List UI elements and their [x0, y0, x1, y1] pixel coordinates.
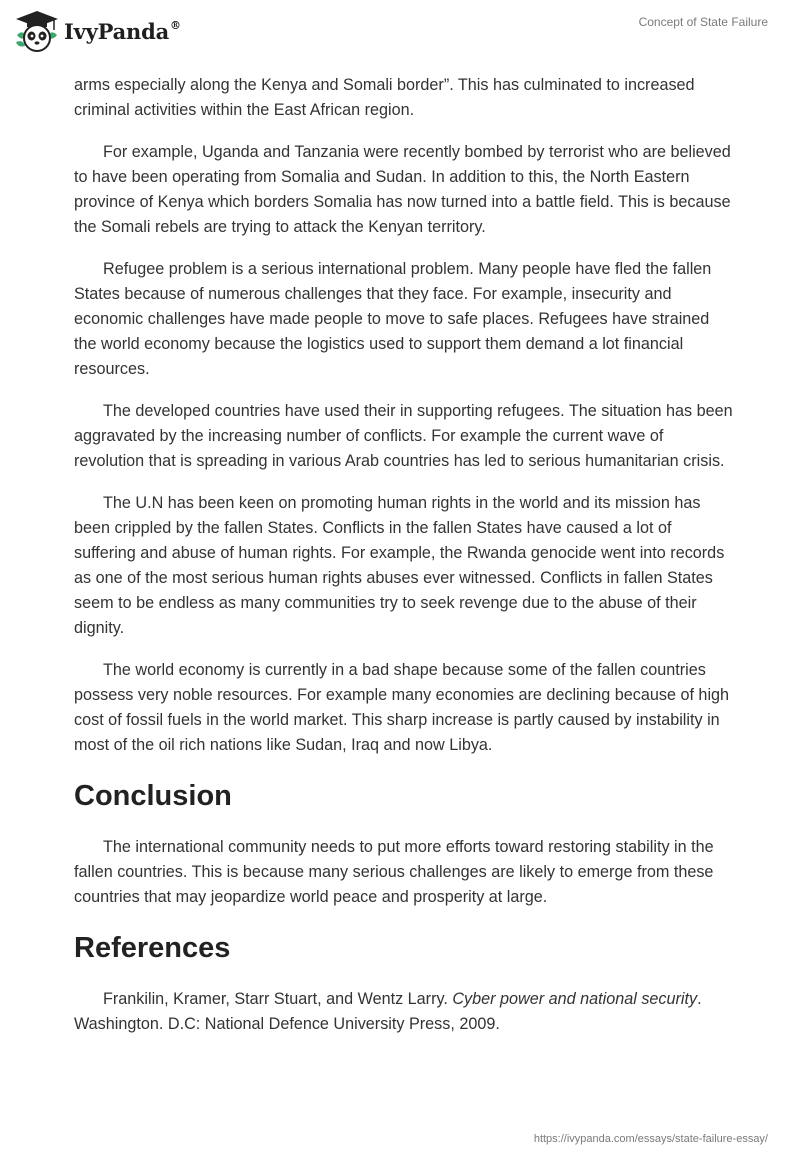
body-paragraph: arms especially along the Kenya and Somali border”. This has culminated to increased criminal activities within the East African region. [74, 76, 695, 119]
brand-name: IvyPanda® [64, 18, 181, 44]
references-heading: References [74, 932, 231, 964]
body-paragraph: Refugee problem is a serious international problem. Many people have fled the fallen States because of numerous challenges that they face. For example, insecurity and economic challenges have made people to move to safe places. Refugees have strained the world economy because the logistics used to support them demand a lot financial resources. [74, 260, 712, 378]
reference-entry [74, 987, 734, 1037]
conclusion-paragraph: The international community needs to put more efforts toward restoring stability in the fallen countries. This is because many serious challenges are likely to emerge from these countries that may jeopardize world peace and prosperity at large. [74, 838, 714, 906]
ivypanda-logo[interactable] [14, 9, 181, 53]
page-header [0, 0, 800, 70]
body-paragraph: The world economy is currently in a bad shape because some of the fallen countries possess very noble resources. For example many economies are declining because of high cost of fossil fuels in the world market. This sharp increase is partly caused by instability in most of the oil rich nations like Sudan, Iraq and now Libya. [74, 661, 730, 754]
panda-graduate-icon [14, 9, 60, 53]
body-paragraph: The U.N has been keen on promoting human rights in the world and its mission has been crippled by the fallen States. Conflicts in the fallen States have caused a lot of suffering and abuse of human rights. For example, the Rwanda genocide went into records as one of the most serious human rights abuses ever witnessed. Conflicts in fallen States seem to be endless as many communities try to seek revenge due to the abuse of their dignity. [74, 494, 725, 637]
reference-publisher: . Washington. D.C: National Defence University Press, 2009. [74, 990, 702, 1033]
conclusion-heading: Conclusion [74, 780, 232, 812]
reference-authors: Frankilin, Kramer, Starr Stuart, and Wentz Larry. [103, 990, 453, 1008]
body-paragraph: The developed countries have used their in supporting refugees. The situation has been aggravated by the increasing number of conflicts. For example the current wave of revolution that is spreading in various Arab countries has led to serious humanitarian crisis. [74, 402, 733, 470]
essay-content [74, 73, 734, 1054]
source-url[interactable]: https://ivypanda.com/essays/state-failure-essay/ [533, 1133, 768, 1145]
document-title: Concept of State Failure [638, 15, 768, 29]
reference-title: Cyber power and national security [452, 990, 698, 1008]
body-paragraph: For example, Uganda and Tanzania were recently bombed by terrorist who are believed to have been operating from Somalia and Sudan. In addition to this, the North Eastern province of Kenya which borders Somalia has now turned into a battle field. This is because the Somali rebels are trying to attack the Kenyan territory. [74, 143, 731, 236]
